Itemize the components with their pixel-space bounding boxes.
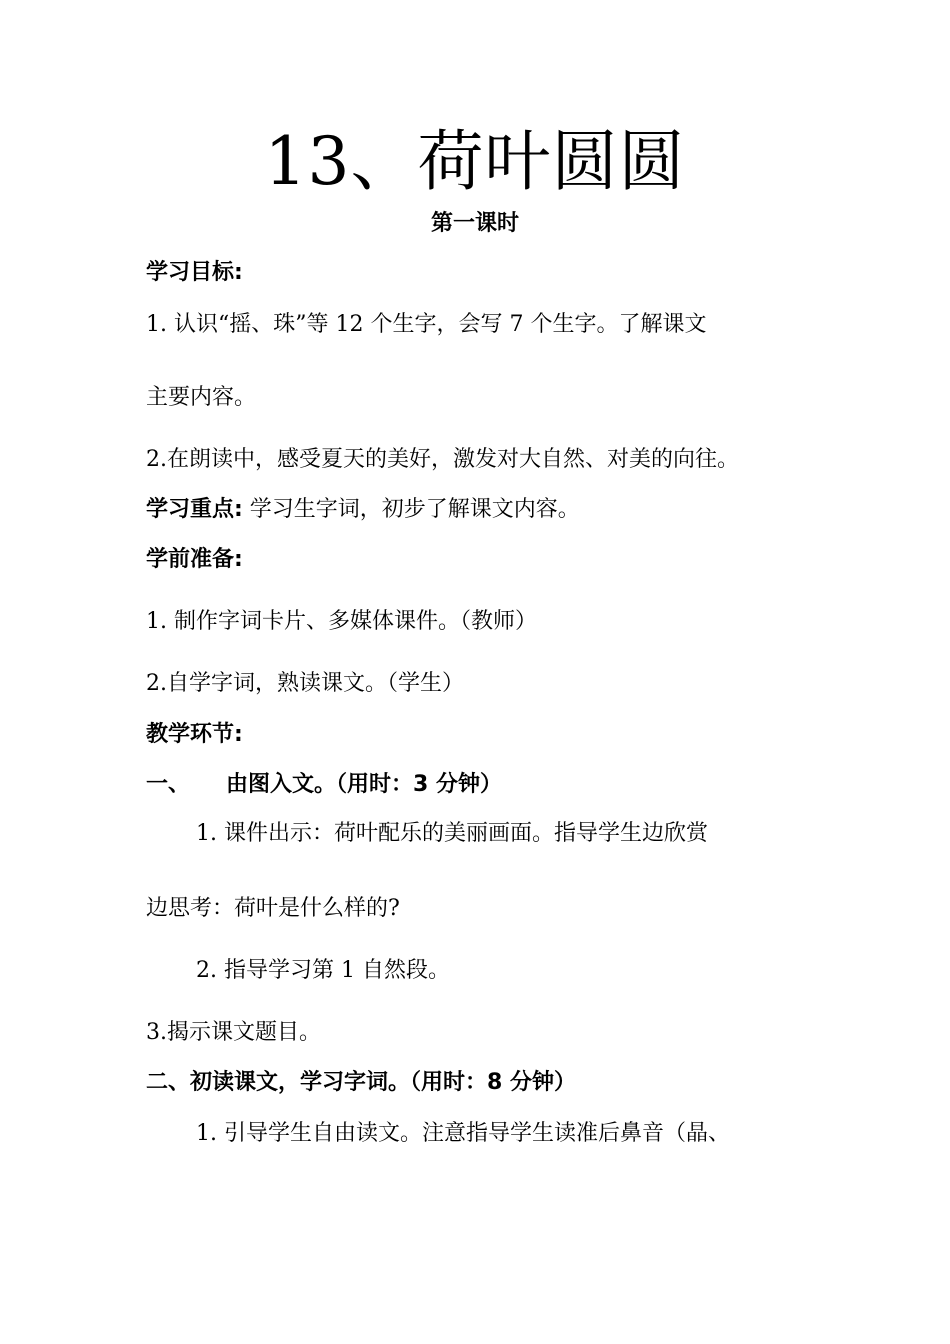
section-1-title: 由图入文。（用时：3 分钟） (226, 772, 502, 797)
section-1-number: 一、 (146, 772, 191, 797)
preparation-1: 1. 制作字词卡片、多媒体课件。（教师） (146, 609, 537, 634)
section-2-item-1-line-1: 1. 引导学生自由读文。注意指导学生读准后鼻音（晶、 (196, 1121, 730, 1146)
section-1-item-2: 2. 指导学习第 1 自然段。 (196, 958, 450, 983)
objectives-heading: 学习目标: (146, 260, 243, 285)
lesson-title: 13、荷叶圆圆 (264, 123, 686, 200)
section-1-heading (146, 769, 502, 801)
key-point (146, 494, 580, 526)
key-point-text: 学习生字词，初步了解课文内容。 (242, 497, 580, 522)
key-point-label: 学习重点: (146, 497, 243, 522)
objective-1-line-1: 1. 认识“摇、珠”等 12 个生字，会写 7 个生字。了解课文 (146, 312, 707, 337)
section-2-heading: 二、初读课文，学习字词。（用时：8 分钟） (146, 1070, 576, 1095)
lesson-subtitle: 第一课时 (430, 211, 519, 236)
section-1-item-3: 3.揭示课文题目。 (146, 1020, 321, 1045)
section-1-item-1-line-1: 1. 课件出示：荷叶配乐的美丽画面。指导学生边欣赏 (196, 821, 708, 846)
preparation-2: 2.自学字词，熟读课文。（学生） (146, 671, 464, 696)
objective-2: 2.在朗读中，感受夏天的美好，激发对大自然、对美的向往。 (146, 447, 739, 472)
preparation-heading: 学前准备: (146, 547, 243, 572)
objective-1-line-2: 主要内容。 (146, 385, 257, 410)
section-1-item-1-line-2: 边思考：荷叶是什么样的? (146, 896, 400, 921)
steps-heading: 教学环节: (146, 722, 243, 747)
